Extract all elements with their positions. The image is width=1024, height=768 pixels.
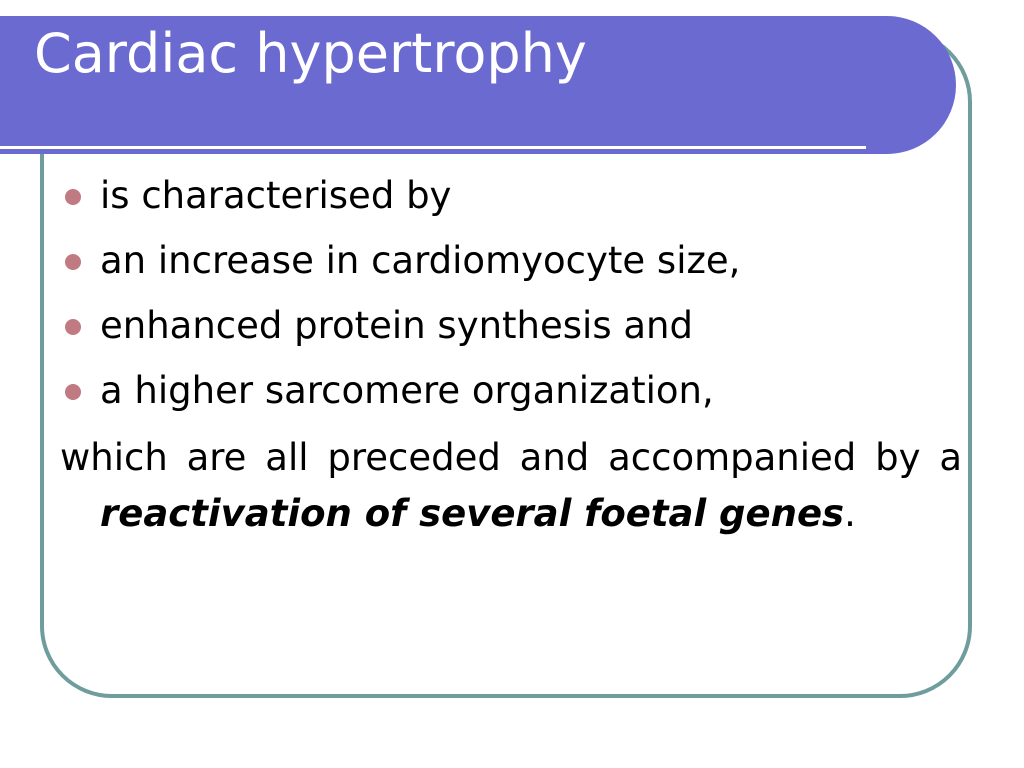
summary-paragraph [60, 430, 962, 542]
bullet-text: is characterised by [100, 174, 452, 217]
bullet-text: enhanced protein synthesis and [100, 304, 693, 347]
bullet-dot-icon [65, 384, 81, 400]
bullet-item [60, 165, 740, 230]
bullet-dot-icon [65, 189, 81, 205]
paragraph-emphasis: reactivation of several foetal genes [100, 492, 845, 535]
slide-title: Cardiac hypertrophy [34, 22, 587, 85]
paragraph-lead: which are all preceded and accompanied by a [60, 436, 962, 479]
paragraph-trail: . [844, 492, 856, 535]
bullet-item [60, 230, 740, 295]
bullet-dot-icon [65, 319, 81, 335]
bullet-item [60, 360, 740, 425]
bullet-item [60, 295, 740, 360]
bullet-text: a higher sarcomere organization, [100, 369, 714, 412]
bullet-text: an increase in cardiomyocyte size, [100, 239, 741, 282]
bullet-dot-icon [65, 254, 81, 270]
bullet-list [60, 165, 740, 425]
title-underline [0, 146, 866, 149]
